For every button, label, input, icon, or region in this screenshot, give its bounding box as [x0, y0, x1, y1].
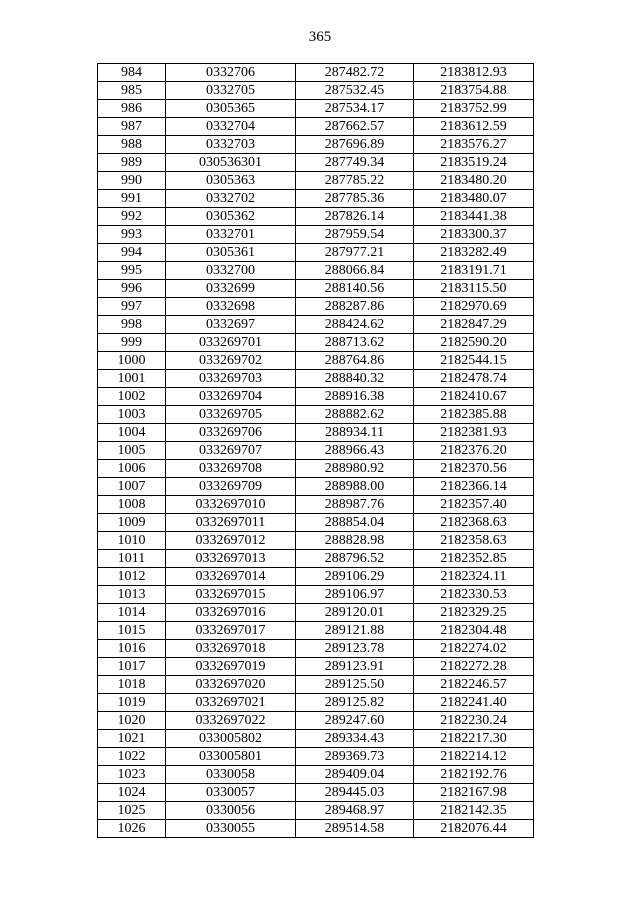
y-coordinate-cell: 2182970.69 [414, 298, 534, 316]
y-coordinate-cell: 2182352.85 [414, 550, 534, 568]
x-coordinate-cell: 288916.38 [296, 388, 414, 406]
row-number-cell: 984 [98, 64, 166, 82]
point-code-cell: 0332697021 [166, 694, 296, 712]
row-number-cell: 988 [98, 136, 166, 154]
point-code-cell: 0332697013 [166, 550, 296, 568]
table-row [98, 784, 534, 802]
x-coordinate-cell: 287482.72 [296, 64, 414, 82]
row-number-cell: 1018 [98, 676, 166, 694]
row-number-cell: 1014 [98, 604, 166, 622]
row-number-cell: 989 [98, 154, 166, 172]
table-row [98, 262, 534, 280]
point-code-cell: 030536301 [166, 154, 296, 172]
y-coordinate-cell: 2183441.38 [414, 208, 534, 226]
x-coordinate-cell: 288980.92 [296, 460, 414, 478]
table-row [98, 766, 534, 784]
y-coordinate-cell: 2183754.88 [414, 82, 534, 100]
x-coordinate-cell: 289106.29 [296, 568, 414, 586]
row-number-cell: 996 [98, 280, 166, 298]
point-code-cell: 0332706 [166, 64, 296, 82]
y-coordinate-cell: 2182272.28 [414, 658, 534, 676]
x-coordinate-cell: 288987.76 [296, 496, 414, 514]
x-coordinate-cell: 288882.62 [296, 406, 414, 424]
x-coordinate-cell: 289445.03 [296, 784, 414, 802]
y-coordinate-cell: 2183480.07 [414, 190, 534, 208]
point-code-cell: 0332701 [166, 226, 296, 244]
y-coordinate-cell: 2182076.44 [414, 820, 534, 838]
row-number-cell: 1001 [98, 370, 166, 388]
row-number-cell: 1023 [98, 766, 166, 784]
table-row [98, 226, 534, 244]
y-coordinate-cell: 2182590.20 [414, 334, 534, 352]
y-coordinate-cell: 2183115.50 [414, 280, 534, 298]
y-coordinate-cell: 2182544.15 [414, 352, 534, 370]
x-coordinate-cell: 287749.34 [296, 154, 414, 172]
x-coordinate-cell: 287785.22 [296, 172, 414, 190]
point-code-cell: 0330058 [166, 766, 296, 784]
table-row [98, 100, 534, 118]
table-row [98, 514, 534, 532]
y-coordinate-cell: 2183191.71 [414, 262, 534, 280]
row-number-cell: 991 [98, 190, 166, 208]
x-coordinate-cell: 288713.62 [296, 334, 414, 352]
row-number-cell: 995 [98, 262, 166, 280]
y-coordinate-cell: 2182847.29 [414, 316, 534, 334]
row-number-cell: 1026 [98, 820, 166, 838]
point-code-cell: 0305365 [166, 100, 296, 118]
x-coordinate-cell: 289369.73 [296, 748, 414, 766]
row-number-cell: 1025 [98, 802, 166, 820]
x-coordinate-cell: 287532.45 [296, 82, 414, 100]
table-row [98, 190, 534, 208]
row-number-cell: 994 [98, 244, 166, 262]
x-coordinate-cell: 289123.91 [296, 658, 414, 676]
y-coordinate-cell: 2182410.67 [414, 388, 534, 406]
x-coordinate-cell: 288840.32 [296, 370, 414, 388]
row-number-cell: 1000 [98, 352, 166, 370]
x-coordinate-cell: 287662.57 [296, 118, 414, 136]
y-coordinate-cell: 2182217.30 [414, 730, 534, 748]
y-coordinate-cell: 2182370.56 [414, 460, 534, 478]
x-coordinate-cell: 288988.00 [296, 478, 414, 496]
table-row [98, 370, 534, 388]
y-coordinate-cell: 2182167.98 [414, 784, 534, 802]
table-row [98, 352, 534, 370]
point-code-cell: 033269709 [166, 478, 296, 496]
y-coordinate-cell: 2182324.11 [414, 568, 534, 586]
table-row [98, 622, 534, 640]
y-coordinate-cell: 2182214.12 [414, 748, 534, 766]
y-coordinate-cell: 2182381.93 [414, 424, 534, 442]
y-coordinate-cell: 2182366.14 [414, 478, 534, 496]
x-coordinate-cell: 288828.98 [296, 532, 414, 550]
point-code-cell: 033269701 [166, 334, 296, 352]
x-coordinate-cell: 289125.82 [296, 694, 414, 712]
row-number-cell: 1024 [98, 784, 166, 802]
y-coordinate-cell: 2182368.63 [414, 514, 534, 532]
point-code-cell: 0330055 [166, 820, 296, 838]
x-coordinate-cell: 288066.84 [296, 262, 414, 280]
row-number-cell: 992 [98, 208, 166, 226]
x-coordinate-cell: 287826.14 [296, 208, 414, 226]
row-number-cell: 990 [98, 172, 166, 190]
point-code-cell: 0332705 [166, 82, 296, 100]
y-coordinate-cell: 2182358.63 [414, 532, 534, 550]
table-row [98, 586, 534, 604]
x-coordinate-cell: 288934.11 [296, 424, 414, 442]
table-row [98, 136, 534, 154]
row-number-cell: 1004 [98, 424, 166, 442]
point-code-cell: 0305362 [166, 208, 296, 226]
point-code-cell: 0332703 [166, 136, 296, 154]
point-code-cell: 0330056 [166, 802, 296, 820]
point-code-cell: 0332697014 [166, 568, 296, 586]
point-code-cell: 033269702 [166, 352, 296, 370]
x-coordinate-cell: 288140.56 [296, 280, 414, 298]
row-number-cell: 1005 [98, 442, 166, 460]
row-number-cell: 1020 [98, 712, 166, 730]
row-number-cell: 993 [98, 226, 166, 244]
coordinates-table-body [98, 64, 534, 838]
y-coordinate-cell: 2183576.27 [414, 136, 534, 154]
x-coordinate-cell: 289514.58 [296, 820, 414, 838]
row-number-cell: 1016 [98, 640, 166, 658]
point-code-cell: 0330057 [166, 784, 296, 802]
y-coordinate-cell: 2182329.25 [414, 604, 534, 622]
x-coordinate-cell: 287977.21 [296, 244, 414, 262]
table-row [98, 532, 534, 550]
y-coordinate-cell: 2182230.24 [414, 712, 534, 730]
y-coordinate-cell: 2182192.76 [414, 766, 534, 784]
page-number: 365 [308, 29, 332, 45]
x-coordinate-cell: 288854.04 [296, 514, 414, 532]
table-row [98, 334, 534, 352]
table-row [98, 154, 534, 172]
row-number-cell: 1009 [98, 514, 166, 532]
point-code-cell: 0332697019 [166, 658, 296, 676]
y-coordinate-cell: 2182376.20 [414, 442, 534, 460]
row-number-cell: 1021 [98, 730, 166, 748]
point-code-cell: 0332697020 [166, 676, 296, 694]
y-coordinate-cell: 2183282.49 [414, 244, 534, 262]
row-number-cell: 985 [98, 82, 166, 100]
x-coordinate-cell: 289106.97 [296, 586, 414, 604]
point-code-cell: 033005802 [166, 730, 296, 748]
table-row [98, 694, 534, 712]
y-coordinate-cell: 2182330.53 [414, 586, 534, 604]
y-coordinate-cell: 2182304.48 [414, 622, 534, 640]
row-number-cell: 1015 [98, 622, 166, 640]
x-coordinate-cell: 289123.78 [296, 640, 414, 658]
y-coordinate-cell: 2183480.20 [414, 172, 534, 190]
table-row [98, 208, 534, 226]
y-coordinate-cell: 2183300.37 [414, 226, 534, 244]
y-coordinate-cell: 2182142.35 [414, 802, 534, 820]
table-row [98, 388, 534, 406]
x-coordinate-cell: 288287.86 [296, 298, 414, 316]
table-row [98, 244, 534, 262]
x-coordinate-cell: 289247.60 [296, 712, 414, 730]
point-code-cell: 0332699 [166, 280, 296, 298]
table-row [98, 658, 534, 676]
x-coordinate-cell: 289121.88 [296, 622, 414, 640]
x-coordinate-cell: 287959.54 [296, 226, 414, 244]
y-coordinate-cell: 2182357.40 [414, 496, 534, 514]
table-row [98, 316, 534, 334]
x-coordinate-cell: 288796.52 [296, 550, 414, 568]
table-row [98, 64, 534, 82]
point-code-cell: 0332698 [166, 298, 296, 316]
y-coordinate-cell: 2183519.24 [414, 154, 534, 172]
table-row [98, 82, 534, 100]
y-coordinate-cell: 2183812.93 [414, 64, 534, 82]
row-number-cell: 1003 [98, 406, 166, 424]
row-number-cell: 1006 [98, 460, 166, 478]
x-coordinate-cell: 289120.01 [296, 604, 414, 622]
table-row [98, 748, 534, 766]
row-number-cell: 986 [98, 100, 166, 118]
y-coordinate-cell: 2182241.40 [414, 694, 534, 712]
point-code-cell: 0332697011 [166, 514, 296, 532]
x-coordinate-cell: 288966.43 [296, 442, 414, 460]
point-code-cell: 0332704 [166, 118, 296, 136]
row-number-cell: 1017 [98, 658, 166, 676]
point-code-cell: 0332697017 [166, 622, 296, 640]
table-row [98, 604, 534, 622]
y-coordinate-cell: 2182246.57 [414, 676, 534, 694]
y-coordinate-cell: 2183752.99 [414, 100, 534, 118]
x-coordinate-cell: 288764.86 [296, 352, 414, 370]
table-row [98, 298, 534, 316]
table-row [98, 730, 534, 748]
y-coordinate-cell: 2182385.88 [414, 406, 534, 424]
table-row [98, 478, 534, 496]
table-row [98, 568, 534, 586]
table-row [98, 550, 534, 568]
table-row [98, 118, 534, 136]
row-number-cell: 1010 [98, 532, 166, 550]
row-number-cell: 1013 [98, 586, 166, 604]
point-code-cell: 033269706 [166, 424, 296, 442]
row-number-cell: 1002 [98, 388, 166, 406]
point-code-cell: 0332697016 [166, 604, 296, 622]
row-number-cell: 1008 [98, 496, 166, 514]
x-coordinate-cell: 287696.89 [296, 136, 414, 154]
point-code-cell: 033269703 [166, 370, 296, 388]
row-number-cell: 999 [98, 334, 166, 352]
row-number-cell: 998 [98, 316, 166, 334]
row-number-cell: 1012 [98, 568, 166, 586]
table-row [98, 406, 534, 424]
row-number-cell: 1019 [98, 694, 166, 712]
point-code-cell: 033269708 [166, 460, 296, 478]
row-number-cell: 987 [98, 118, 166, 136]
x-coordinate-cell: 287534.17 [296, 100, 414, 118]
point-code-cell: 033269707 [166, 442, 296, 460]
row-number-cell: 997 [98, 298, 166, 316]
table-row [98, 712, 534, 730]
table-row [98, 460, 534, 478]
table-row [98, 280, 534, 298]
table-row [98, 676, 534, 694]
point-code-cell: 0332697015 [166, 586, 296, 604]
y-coordinate-cell: 2182478.74 [414, 370, 534, 388]
x-coordinate-cell: 289125.50 [296, 676, 414, 694]
point-code-cell: 0332702 [166, 190, 296, 208]
table-row [98, 172, 534, 190]
row-number-cell: 1011 [98, 550, 166, 568]
point-code-cell: 0332697012 [166, 532, 296, 550]
point-code-cell: 0305363 [166, 172, 296, 190]
row-number-cell: 1007 [98, 478, 166, 496]
table-row [98, 496, 534, 514]
point-code-cell: 0332700 [166, 262, 296, 280]
x-coordinate-cell: 289468.97 [296, 802, 414, 820]
point-code-cell: 0332697022 [166, 712, 296, 730]
x-coordinate-cell: 289334.43 [296, 730, 414, 748]
y-coordinate-cell: 2182274.02 [414, 640, 534, 658]
point-code-cell: 033269704 [166, 388, 296, 406]
y-coordinate-cell: 2183612.59 [414, 118, 534, 136]
coordinates-table [97, 63, 534, 838]
point-code-cell: 0332697010 [166, 496, 296, 514]
x-coordinate-cell: 289409.04 [296, 766, 414, 784]
x-coordinate-cell: 287785.36 [296, 190, 414, 208]
table-row [98, 820, 534, 838]
table-row [98, 802, 534, 820]
table-row [98, 424, 534, 442]
point-code-cell: 0332697018 [166, 640, 296, 658]
table-row [98, 442, 534, 460]
point-code-cell: 033269705 [166, 406, 296, 424]
row-number-cell: 1022 [98, 748, 166, 766]
table-row [98, 640, 534, 658]
point-code-cell: 033005801 [166, 748, 296, 766]
x-coordinate-cell: 288424.62 [296, 316, 414, 334]
point-code-cell: 0305361 [166, 244, 296, 262]
point-code-cell: 0332697 [166, 316, 296, 334]
